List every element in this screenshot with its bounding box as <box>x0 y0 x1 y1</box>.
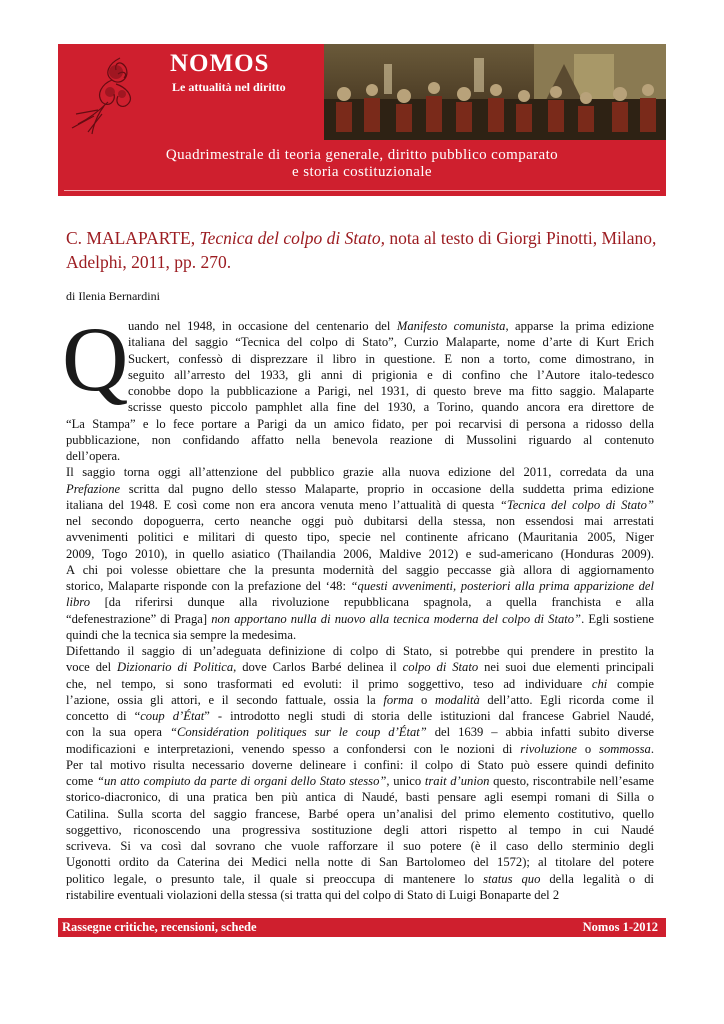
italic-text: “Tecnica del colpo di Stato” <box>499 497 654 512</box>
journal-subtitle-line1: Quadrimestrale di teoria generale, diritto pubblico comparato <box>165 147 559 163</box>
title-work: Tecnica del colpo di Stato, <box>199 228 385 248</box>
text-segment: quindi che la tecnica sia sempre la medesima. <box>66 627 297 642</box>
text-segment: storico-diacronico, di una pratica ben più antica di Naudé, basti pensare agli esempi romani di Silla o <box>66 790 654 805</box>
text-segment: come <box>66 774 97 788</box>
text-segment: italiana del saggio “Tecnica del colpo di Stato”, Curzio Malaparte, nome d’arte di Kurt Erich <box>128 335 654 350</box>
body-line <box>66 432 654 448</box>
body-line <box>66 789 654 805</box>
text-segment: modificazioni e interpretazioni, venendo spesso a confondersi con le nozioni di <box>66 741 521 756</box>
text-segment: “La Stampa” e lo fece portare a Parigi da un amico fidato, per poi recarvisi di persona a ridosso della <box>66 416 654 431</box>
body-line <box>128 399 654 415</box>
page-footer <box>58 918 666 937</box>
journal-banner <box>58 44 666 196</box>
body-line <box>66 448 654 464</box>
body-line <box>128 334 654 350</box>
text-segment: con la sua opera <box>66 725 170 740</box>
body-line <box>66 578 654 594</box>
text-segment: della legalità o di <box>540 871 654 886</box>
body-line <box>66 692 654 708</box>
text-segment: uando nel 1948, in occasione del centenario del <box>128 319 397 333</box>
text-segment: ristabilire eventuali violazioni della stessa (si tratta qui del colpo di Stato di Luigi Bonaparte del 2 <box>66 887 560 902</box>
text-segment: voce del <box>66 660 118 675</box>
text-segment: Difettando il saggio di un’adeguata definizione di colpo di Stato, si potrebbe qui prendere in prestito la <box>66 644 654 658</box>
text-segment: politico legale, o presunto tale, il quale si preoccupa di mantenere lo <box>66 871 484 886</box>
footer-section-label: Rassegne critiche, recensioni, schede <box>62 920 257 934</box>
text-segment: conobbe dopo la pubblicazione a Parigi, nel 1931, di questo breve ma fitto saggio. Malaparte <box>128 384 654 398</box>
body-line <box>128 318 654 334</box>
body-line <box>66 594 654 610</box>
text-segment: del 1639 – abbia infatti subito diverse <box>426 725 654 740</box>
text-segment: seguito all’arresto del 1933, gli anni di prigionia e di confino che l’Autore italo-tedesco <box>128 367 654 382</box>
text-segment: l’azione, ossia gli attori, e il secondo fattuale, ossia la <box>66 692 384 707</box>
body-line <box>66 838 654 854</box>
text-segment: Catilina. Sulla scorta del saggio francese, Barbé opera un’analisi del primo elemento costitutivo, quello <box>66 806 654 821</box>
body-line <box>66 773 654 789</box>
body-line <box>128 367 654 383</box>
text-segment: scritta dal pugno dello stesso Malaparte, proprio in occasione della suddetta prima edizione <box>120 481 654 496</box>
body-line <box>66 481 654 497</box>
italic-text: libro <box>66 595 91 610</box>
italic-text: non apportano nulla di nuovo alla tecnica moderna del colpo di Stato” <box>211 611 582 626</box>
body-line <box>66 887 654 903</box>
italic-text: status quo <box>483 871 541 886</box>
body-line <box>66 643 654 659</box>
text-segment: o <box>413 692 435 707</box>
text-segment: 2009, Togo 2010), in quello asiatico (Thailandia 2006, Maldive 2012) e sud-americano (Honduras 2009). <box>66 546 654 561</box>
text-segment: compie <box>607 676 654 691</box>
body-line <box>66 757 654 773</box>
body-line <box>66 611 654 627</box>
text-segment: pubblicazione, non confidando affatto nella benevola reazione di Mussolini riguardo al contenuto <box>66 432 654 447</box>
text-segment: Il saggio torna oggi all’attenzione del pubblico grazie alla nuova edizione del 2011, corredata da una <box>66 465 654 480</box>
italic-text: “Considération politiques sur le coup d’État” <box>169 725 427 740</box>
body-line <box>66 806 654 822</box>
title-author: C. MALAPARTE, <box>66 228 196 248</box>
body-line <box>66 416 654 432</box>
text-segment: Per tal motivo risulta necessario doverne delineare i confini: il colpo di Stato può essere quindi definito <box>66 757 654 772</box>
text-segment: scriveva. Si va così dal sovrano che vuole rafforzare il suo potere (è il caso dello sterminio degli <box>66 839 654 853</box>
body-line <box>66 497 654 513</box>
italic-text: “questi avvenimenti, posteriori alla prima apparizione del <box>350 579 654 593</box>
italic-text: Manifesto comunista <box>396 319 506 333</box>
text-segment: , apparse la prima edizione <box>505 319 654 333</box>
italic-text: Dizionario di Politica <box>117 660 234 675</box>
text-segment: A chi poi volesse obiettare che la presunta modernità del saggio peccasse già allora di aggiornamento <box>66 562 654 577</box>
body-line <box>66 708 654 724</box>
body-line <box>66 562 654 578</box>
title-line2: Adelphi, 2011, pp. 270. <box>66 252 232 272</box>
body-line <box>66 822 654 838</box>
brand-tagline: Le attualità nel diritto <box>172 80 286 94</box>
drop-cap: Q <box>62 308 129 410</box>
text-segment: , unico <box>386 774 425 788</box>
body-line <box>66 741 654 757</box>
text-segment: nel secondo dopoguerra, certo neanche oggi può dubitarsi della stessa, non essendosi mai arrestati <box>66 514 654 528</box>
text-segment: o <box>576 741 600 756</box>
italic-text: trait d’union <box>424 774 490 788</box>
text-segment: soggettivo, riconoscendo una progressiva sostituzione degli attori rispetto al tempo in cui Naudé <box>66 822 654 837</box>
body-line <box>128 351 654 367</box>
body-line <box>66 627 654 643</box>
article-title <box>66 226 660 274</box>
body-line <box>66 724 654 740</box>
brand-title: NOMOS <box>170 50 270 77</box>
text-segment: , dove Carlos Barbé delinea il <box>233 660 403 675</box>
journal-subtitle-line2: e storia costituzionale <box>292 164 432 180</box>
text-segment: dell’atto. Egli ricorda come il <box>479 692 654 707</box>
footer-issue-label: Nomos 1-2012 <box>582 920 658 934</box>
text-segment: . Egli sostiene <box>581 611 654 626</box>
text-segment: “defenestrazione” di Praga] <box>66 611 212 626</box>
text-segment: [da riferirsi dunque alla rivoluzione repubblicana spagnola, a quella franchista e alla <box>90 595 654 610</box>
text-segment: concetto di “ <box>66 709 141 723</box>
body-line <box>66 871 654 887</box>
text-segment: Suckert, confessò di disprezzare il libro in questione. E non a torto, come dimostrano, in <box>128 351 654 366</box>
body-line <box>66 676 654 692</box>
italic-text: sommossa <box>599 741 651 756</box>
italic-text: rivoluzione <box>520 741 577 756</box>
body-line <box>66 854 654 870</box>
body-line <box>66 529 654 545</box>
italic-text: Prefazione <box>66 481 121 496</box>
historical-painting-image <box>324 44 666 140</box>
text-segment: che, nel tempo, si sono trasformati ed evoluti: il primo soggettivo, teso ad individuare <box>66 676 592 691</box>
body-line <box>66 546 654 562</box>
text-segment: questo, riscontrabile nell’esame <box>489 774 654 788</box>
body-line <box>66 513 654 529</box>
italic-text: coup d’État <box>140 709 205 723</box>
text-segment: dell’opera. <box>66 449 121 463</box>
body-line <box>66 659 654 675</box>
italic-text: forma <box>383 692 414 707</box>
text-segment: ” - introdotto negli studi di storia delle istituzioni dal francese Gabriel Naudé, <box>204 709 654 723</box>
title-rest: nota al testo di Giorgi Pinotti, Milano, <box>389 228 657 248</box>
text-segment: italiana del 1948. E così come non era ancora venuta meno l’attualità di questa <box>66 497 500 512</box>
text-segment: avvenimenti politici e militari di questo tipo, specie nel continente africano (Mauritania 2005, Niger <box>66 530 654 545</box>
nomos-flower-logo <box>58 44 170 140</box>
italic-text: colpo di Stato <box>402 660 479 675</box>
body-line <box>66 464 654 480</box>
italic-text: modalità <box>435 692 480 707</box>
text-segment: scrisse questo piccolo pamphlet alla fine del 1930, a Torino, quando ancora era direttore de <box>128 400 654 415</box>
text-segment: . <box>650 741 654 756</box>
text-segment: Ugonotti ordito da Caterina dei Medici nella notte di San Bartolomeo del 1572); al titolare del potere <box>66 855 654 870</box>
byline: di Ilenia Bernardini <box>66 289 160 303</box>
text-segment: storico, Malaparte risponde con la prefazione del ‘48: <box>66 579 351 593</box>
text-segment: nei suoi due elementi principali <box>478 660 654 675</box>
body-line <box>128 383 654 399</box>
italic-text: “un atto compiuto da parte di organi dello Stato stesso” <box>96 774 387 788</box>
banner-divider <box>64 190 660 191</box>
italic-text: chi <box>591 676 608 691</box>
